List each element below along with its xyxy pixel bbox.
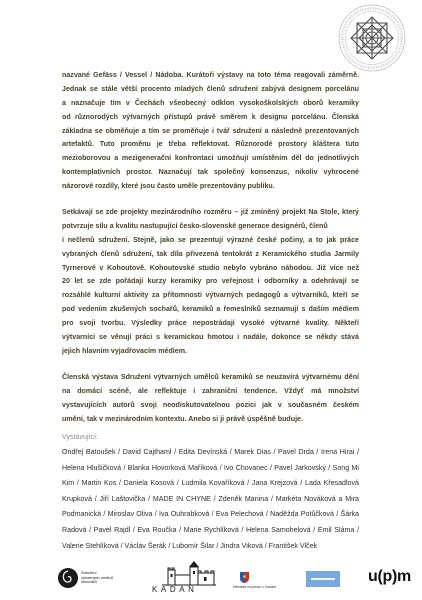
- paragraph-3-line: Členská výstava Sdružení výtvarných umělců keramiků se neuzavírá výtvarnému dění: [62, 373, 359, 381]
- paragraph-1-line: základna se obměňuje a tím se proměňuje i tvář sdružení a následně prezentovaných: [62, 126, 359, 135]
- paragraph-2-line: rozsáhlé kulturní aktivity za přítomnosti výtvarných pedagogů a výtvarníků, kteří se: [62, 291, 359, 300]
- exhibitor-names-line: Podmanická / Miroslav Oliva / Iva Ouhrabková / Eva Pelechová / Naděžda Potůčková / Šárka: [62, 510, 359, 519]
- paragraph-2-line: Tyrnerové v Kohoutově. Kohoutovské studio nebylo vybráno náhodou. Již více než: [62, 263, 359, 272]
- paragraph-2-line: pod vedením zkušených sochařů, keramiků a řemeslníků seznamují s daším médiem: [62, 305, 359, 314]
- paragraph-2-line: potvrzuje sílu a kvalitu nastupující česko-slovenské generace designérů, členů: [62, 221, 328, 230]
- paragraph-2-line: výtvarníci se věnují práci s keramickou hmotou i nadále, dokonce se někdy stává: [62, 333, 359, 342]
- kadan-castle-icon: [160, 561, 218, 587]
- museum-logo-text: Městské muzeum v Kadani: [233, 585, 277, 589]
- paragraph-1-line: nazvané Gefäss / Vessel / Nádoba. Kurátoři výstavy na toto téma reagovali záměrně.: [62, 71, 359, 79]
- exhibitor-names-line: Kim / Martin Kos / Daniela Kosová / Ludmila Kovaříková / Jana Krejzová / Lada Křesadlová: [62, 479, 359, 488]
- exhibitor-names-line: Valerie Stehlíková / Václav Šerák / Lubomír Šilar / Jindra Viková / František Vlček: [62, 541, 318, 550]
- paragraph-1-line: Jednak se stále větší procento mladých členů sdružení zabývá designem porcelánu: [62, 84, 359, 93]
- paragraph-2: [62, 206, 359, 359]
- association-logo-icon: [57, 567, 79, 589]
- exhibitor-names-line: Helena Hlušičková / Blanka Hovorková Maříková / Ivo Chovanec / Pavel Jarkovský / Song Mi: [62, 463, 359, 472]
- paragraph-1-line: kontemplativních prostor. Naznačují tak společný konsenzus, nikoliv vyhrocené: [62, 168, 359, 177]
- kadan-logo-text: KADAŇ: [152, 585, 198, 594]
- association-logo-line: výtvarných umělců: [81, 574, 114, 580]
- exhibitor-names-line: Radová / Pavel Rajdl / Eva Roučka / Marie Rychlíková / Helena Samohelová / Emil Sláma /: [62, 525, 359, 534]
- paragraph-2-line: jejich hlavním vyjadřovacím médiem.: [62, 346, 187, 355]
- paragraph-3: [62, 371, 359, 427]
- paragraph-2-line: 20 let se zde pořádají kurzy keramiky pro veřejnost i odborníky a odehrávají se: [62, 277, 359, 286]
- exhibitor-names-line: Ondřej Batoušek / David Cajthaml / Edita Devínská / Marek Dias / Pavel Drda / Irena Hirai /: [62, 448, 359, 456]
- exhibitor-names-line: Krupková / Jiří Laštovička / MADE IN CHYNE / Zdeněk Manina / Markéta Nováková a Mira: [62, 494, 359, 503]
- exhibitors-list: [62, 445, 359, 554]
- association-logo-text: [81, 571, 113, 585]
- paragraph-1: [62, 69, 359, 194]
- museum-emblem-icon: [240, 572, 249, 583]
- ceramics-logo: [306, 571, 340, 587]
- upm-logo: u(p)m: [368, 568, 411, 585]
- paragraph-2-line: i nečlenů sdružení. Stejně, jako se prezentují výrazné české počiny, a to jak práce: [62, 235, 359, 244]
- association-logo-line: Sdružení: [81, 570, 97, 575]
- paragraph-3-line: vystavujících autorů svoji neodiskutovatelnou pozici jak v současném českém: [62, 400, 359, 409]
- paragraph-1-line: názorové rozdíly, které jsou často uměle prezentovány publiku.: [62, 182, 275, 191]
- paragraph-1-line: artefaktů. Tuto proměnu je třeba reflektovat. Různorodé prostory kláštera tuto: [62, 140, 359, 149]
- paragraph-2-line: vybraných členů sdružení, tak díla přivezená tentokrát z Keramického studia Jarmily: [62, 249, 359, 258]
- paragraph-1-line: a naznačuje tím v Čechách všeobecný odklon vysokoškolských oborů keramiky: [62, 98, 359, 107]
- association-seal-icon: [337, 3, 407, 73]
- paragraph-1-line: mezioborovou a mezigenerační konfrontaci umožňují umístěním děl do jednotlivých: [62, 154, 359, 163]
- association-logo-line: keramiků: [81, 579, 97, 585]
- paragraph-2-line: Setkávají se zde projekty mezinárodního rozměru – již zmíněný projekt Na Stole, který: [62, 208, 359, 216]
- paragraph-3-line: umění, tak v mezinárodním kontextu. Anebo si ji právě úspěšně buduje.: [62, 414, 303, 423]
- paragraph-2-line: pro svoji tvorbu. Výsledky práce nepostrádají vysoké výtvarné kvality. Někteří: [62, 319, 359, 328]
- ceramics-logo-mark: [311, 578, 335, 580]
- paragraph-3-line: na domácí scéně, ale reflektuje i zahraniční tendence. Vždyť má množství: [62, 386, 359, 395]
- exhibitors-label: Vystavující:: [62, 433, 99, 441]
- paragraph-1-line: od různorodých výtvarných přístupů právě směrem k designu porcelánu. Členská: [62, 112, 359, 121]
